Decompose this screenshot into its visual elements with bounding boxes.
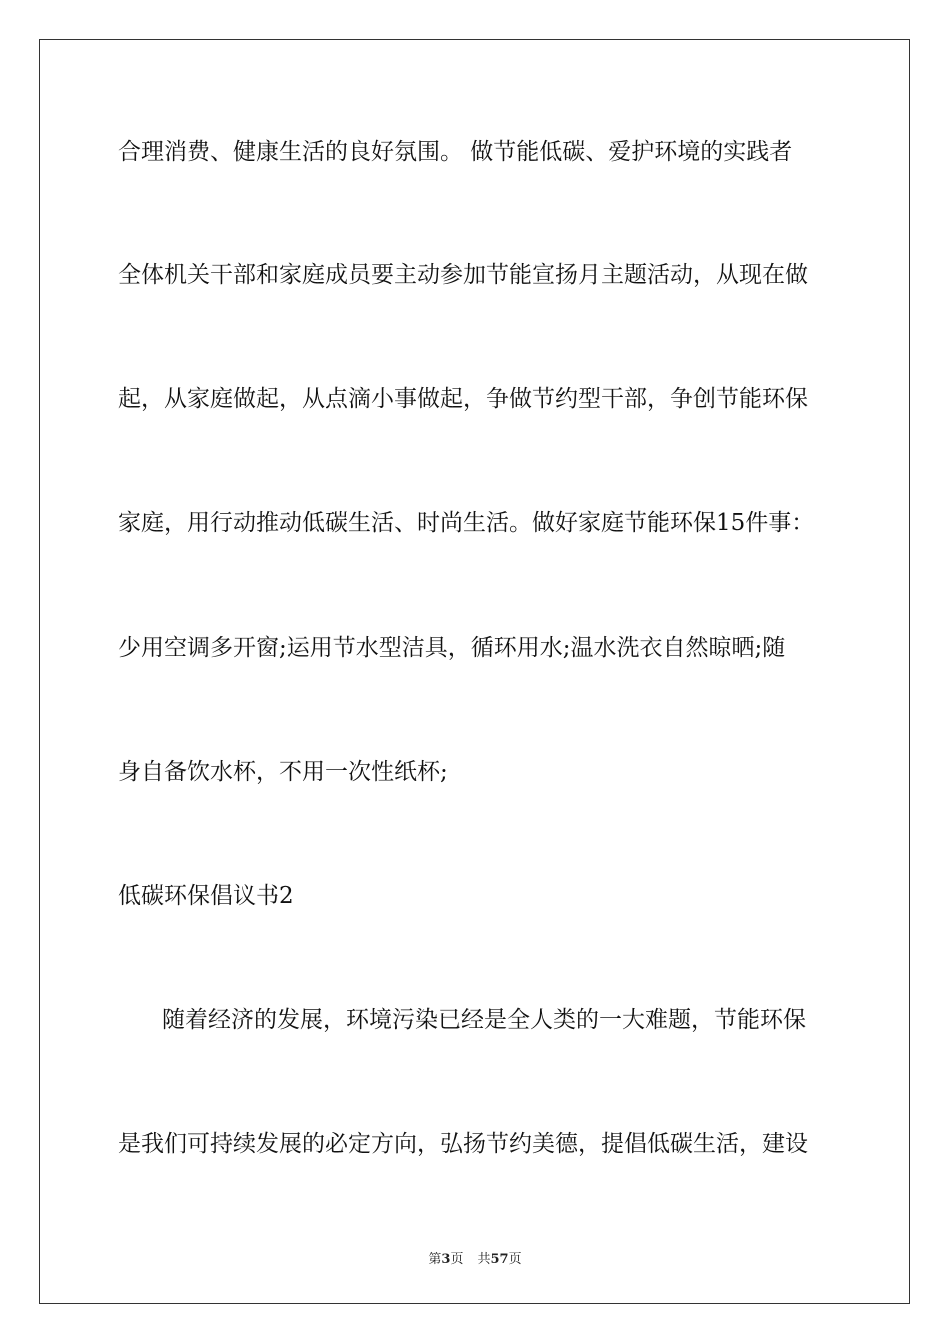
total-pages: 57 bbox=[490, 1252, 509, 1267]
page-footer bbox=[0, 1248, 950, 1267]
body-text-line: 家庭，用行动推动低碳生活、时尚生活。做好家庭节能环保15件事： bbox=[118, 510, 815, 536]
body-text-line: 全体机关干部和家庭成员要主动参加节能宣扬月主题活动，从现在做 bbox=[118, 262, 808, 288]
body-text-line: 起，从家庭做起，从点滴小事做起，争做节约型干部，争创节能环保 bbox=[118, 386, 808, 412]
body-text-line: 合理消费、健康生活的良好氛围。 做节能低碳、爱护环境的实践者 bbox=[118, 139, 793, 165]
total-suffix: 页 bbox=[508, 1252, 522, 1267]
page-suffix: 页 bbox=[450, 1252, 464, 1267]
total-prefix: 共 bbox=[477, 1252, 491, 1267]
page-border bbox=[39, 39, 910, 1304]
body-text-line: 随着经济的发展，环境污染已经是全人类的一大难题，节能环保 bbox=[162, 1007, 806, 1033]
body-text-line: 身自备饮水杯，不用一次性纸杯; bbox=[118, 759, 448, 785]
page-number: 3 bbox=[441, 1252, 451, 1267]
body-text-line: 是我们可持续发展的必定方向，弘扬节约美德，提倡低碳生活，建设 bbox=[118, 1131, 808, 1157]
page-prefix: 第 bbox=[428, 1252, 442, 1267]
section-heading: 低碳环保倡议书2 bbox=[118, 883, 294, 909]
body-text-line: 少用空调多开窗;运用节水型洁具，循环用水;温水洗衣自然晾晒;随 bbox=[118, 635, 786, 661]
